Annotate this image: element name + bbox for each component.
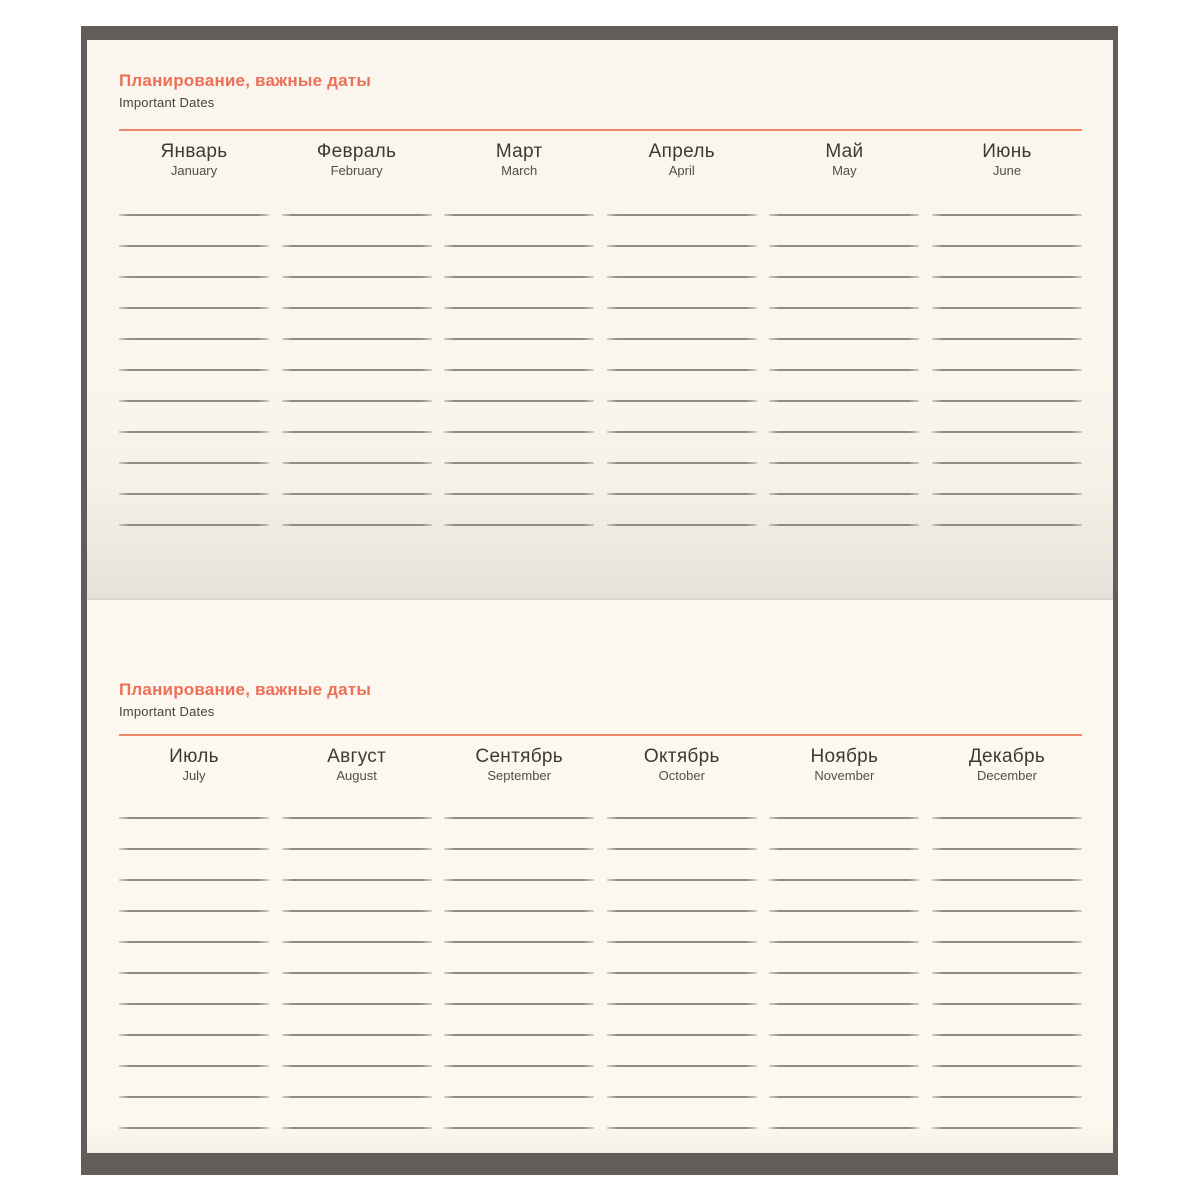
page-subtitle: Important Dates — [119, 95, 215, 110]
page-title: Планирование, важные даты — [119, 71, 372, 90]
writing-line — [932, 214, 1082, 216]
writing-line — [119, 214, 269, 216]
month-lines-column — [119, 214, 269, 526]
writing-line — [932, 462, 1082, 464]
writing-line — [932, 276, 1082, 278]
month-lines-column — [607, 214, 757, 526]
writing-line — [932, 1127, 1082, 1129]
writing-line — [282, 910, 432, 912]
writing-line — [769, 1003, 919, 1005]
writing-line — [932, 524, 1082, 526]
writing-line — [932, 431, 1082, 433]
month-header — [282, 746, 432, 784]
month-header — [769, 746, 919, 784]
month-header — [769, 141, 919, 179]
writing-line — [119, 524, 269, 526]
writing-line — [769, 1065, 919, 1067]
month-name-ru: Май — [825, 141, 864, 162]
month-name-en: September — [487, 768, 551, 783]
writing-line — [119, 493, 269, 495]
writing-line — [444, 1065, 594, 1067]
writing-line — [932, 848, 1082, 850]
writing-line — [119, 245, 269, 247]
month-name-en: July — [182, 768, 206, 783]
writing-line — [119, 400, 269, 402]
writing-line — [119, 941, 269, 943]
writing-line — [119, 1065, 269, 1067]
writing-line — [607, 369, 757, 371]
writing-line — [444, 400, 594, 402]
writing-line — [769, 1034, 919, 1036]
accent-rule — [119, 129, 1082, 131]
writing-line — [282, 245, 432, 247]
writing-line — [932, 1096, 1082, 1098]
writing-line — [444, 848, 594, 850]
month-lines-column — [444, 214, 594, 526]
writing-line — [769, 972, 919, 974]
planner-cover-frame — [81, 26, 1118, 1175]
month-headers-row — [119, 141, 1082, 179]
month-header — [607, 141, 757, 179]
writing-line — [119, 1127, 269, 1129]
month-header — [932, 746, 1082, 784]
writing-line — [932, 1034, 1082, 1036]
month-header — [282, 141, 432, 179]
writing-line — [119, 848, 269, 850]
writing-line — [119, 276, 269, 278]
writing-line — [607, 524, 757, 526]
month-lines-column — [769, 214, 919, 526]
writing-line — [282, 848, 432, 850]
month-header — [932, 141, 1082, 179]
month-lines-column — [607, 817, 757, 1129]
writing-line — [119, 879, 269, 881]
writing-line — [769, 879, 919, 881]
writing-line — [444, 214, 594, 216]
writing-line — [119, 817, 269, 819]
writing-line — [282, 879, 432, 881]
month-name-ru: Сентябрь — [475, 746, 563, 767]
month-lines-column — [932, 214, 1082, 526]
writing-line — [444, 524, 594, 526]
writing-line — [444, 462, 594, 464]
page-january-june — [87, 40, 1113, 598]
writing-line — [607, 276, 757, 278]
writing-line — [444, 817, 594, 819]
writing-line — [119, 910, 269, 912]
writing-line — [282, 972, 432, 974]
writing-line — [282, 1127, 432, 1129]
writing-line — [444, 276, 594, 278]
writing-line — [607, 338, 757, 340]
writing-line — [769, 276, 919, 278]
writing-lines-grid — [119, 214, 1082, 526]
writing-line — [769, 817, 919, 819]
month-lines-column — [769, 817, 919, 1129]
month-name-en: January — [170, 163, 218, 178]
writing-line — [119, 369, 269, 371]
month-header — [444, 746, 594, 784]
writing-line — [932, 338, 1082, 340]
writing-line — [607, 879, 757, 881]
month-header — [444, 141, 594, 179]
writing-line — [119, 1034, 269, 1036]
writing-line — [932, 941, 1082, 943]
writing-line — [282, 307, 432, 309]
writing-line — [769, 307, 919, 309]
writing-line — [282, 1065, 432, 1067]
writing-line — [444, 493, 594, 495]
writing-line — [932, 910, 1082, 912]
writing-line — [607, 941, 757, 943]
writing-line — [769, 462, 919, 464]
month-lines-column — [444, 817, 594, 1129]
month-name-ru: Апрель — [648, 141, 715, 162]
writing-line — [119, 1003, 269, 1005]
month-name-en: April — [668, 163, 695, 178]
writing-line — [932, 493, 1082, 495]
writing-line — [444, 941, 594, 943]
writing-line — [932, 817, 1082, 819]
writing-line — [607, 1003, 757, 1005]
writing-line — [444, 879, 594, 881]
accent-rule — [119, 734, 1082, 736]
writing-line — [607, 245, 757, 247]
writing-line — [769, 1096, 919, 1098]
month-name-en: October — [658, 768, 705, 783]
month-name-ru: Июль — [169, 746, 219, 767]
writing-line — [607, 1065, 757, 1067]
writing-line — [444, 910, 594, 912]
month-name-ru: Август — [327, 746, 387, 767]
writing-line — [932, 245, 1082, 247]
month-name-en: November — [814, 768, 875, 783]
writing-line — [932, 1003, 1082, 1005]
writing-line — [282, 493, 432, 495]
writing-line — [932, 369, 1082, 371]
writing-line — [769, 524, 919, 526]
writing-line — [282, 400, 432, 402]
month-name-en: June — [992, 163, 1022, 178]
writing-line — [607, 493, 757, 495]
writing-line — [607, 431, 757, 433]
writing-line — [444, 369, 594, 371]
month-name-en: May — [832, 163, 857, 178]
writing-line — [769, 369, 919, 371]
page-title: Планирование, важные даты — [119, 680, 372, 699]
month-headers-row — [119, 746, 1082, 784]
writing-line — [444, 1127, 594, 1129]
writing-line — [607, 848, 757, 850]
writing-line — [444, 1034, 594, 1036]
writing-line — [444, 431, 594, 433]
writing-line — [607, 400, 757, 402]
writing-line — [119, 338, 269, 340]
writing-line — [769, 1127, 919, 1129]
writing-line — [607, 1127, 757, 1129]
month-name-en: March — [501, 163, 538, 178]
writing-line — [769, 910, 919, 912]
writing-line — [282, 1003, 432, 1005]
writing-line — [282, 431, 432, 433]
writing-line — [932, 400, 1082, 402]
month-header — [607, 746, 757, 784]
writing-line — [769, 848, 919, 850]
writing-line — [932, 307, 1082, 309]
writing-line — [444, 1003, 594, 1005]
writing-lines-grid — [119, 817, 1082, 1129]
writing-line — [607, 972, 757, 974]
writing-line — [769, 400, 919, 402]
month-name-ru: Июнь — [982, 141, 1032, 162]
writing-line — [607, 1096, 757, 1098]
writing-line — [769, 493, 919, 495]
writing-line — [607, 1034, 757, 1036]
writing-line — [932, 1065, 1082, 1067]
writing-line — [119, 1096, 269, 1098]
writing-line — [282, 462, 432, 464]
writing-line — [282, 338, 432, 340]
writing-line — [119, 431, 269, 433]
writing-line — [119, 307, 269, 309]
writing-line — [932, 972, 1082, 974]
writing-line — [607, 214, 757, 216]
writing-line — [282, 369, 432, 371]
month-name-en: February — [330, 163, 383, 178]
month-name-ru: Декабрь — [968, 746, 1046, 767]
writing-line — [444, 245, 594, 247]
month-lines-column — [932, 817, 1082, 1129]
writing-line — [769, 431, 919, 433]
month-name-ru: Январь — [160, 141, 228, 162]
writing-line — [607, 462, 757, 464]
month-name-en: December — [976, 768, 1037, 783]
writing-line — [607, 817, 757, 819]
month-name-en: August — [336, 768, 377, 783]
writing-line — [119, 462, 269, 464]
writing-line — [769, 338, 919, 340]
writing-line — [282, 1034, 432, 1036]
writing-line — [282, 817, 432, 819]
month-header — [119, 141, 269, 179]
page-july-december — [87, 600, 1113, 1153]
writing-line — [932, 879, 1082, 881]
month-name-ru: Февраль — [316, 141, 397, 162]
month-name-ru: Март — [495, 141, 543, 162]
writing-line — [769, 214, 919, 216]
month-lines-column — [282, 817, 432, 1129]
month-name-ru: Октябрь — [643, 746, 720, 767]
writing-line — [444, 972, 594, 974]
writing-line — [607, 307, 757, 309]
writing-line — [444, 307, 594, 309]
writing-line — [282, 524, 432, 526]
month-lines-column — [119, 817, 269, 1129]
page-subtitle: Important Dates — [119, 704, 215, 719]
writing-line — [282, 276, 432, 278]
writing-line — [282, 941, 432, 943]
writing-line — [607, 910, 757, 912]
month-name-ru: Ноябрь — [810, 746, 879, 767]
month-header — [119, 746, 269, 784]
month-lines-column — [282, 214, 432, 526]
writing-line — [444, 1096, 594, 1098]
writing-line — [769, 245, 919, 247]
writing-line — [769, 941, 919, 943]
writing-line — [282, 1096, 432, 1098]
writing-line — [444, 338, 594, 340]
writing-line — [119, 972, 269, 974]
writing-line — [282, 214, 432, 216]
